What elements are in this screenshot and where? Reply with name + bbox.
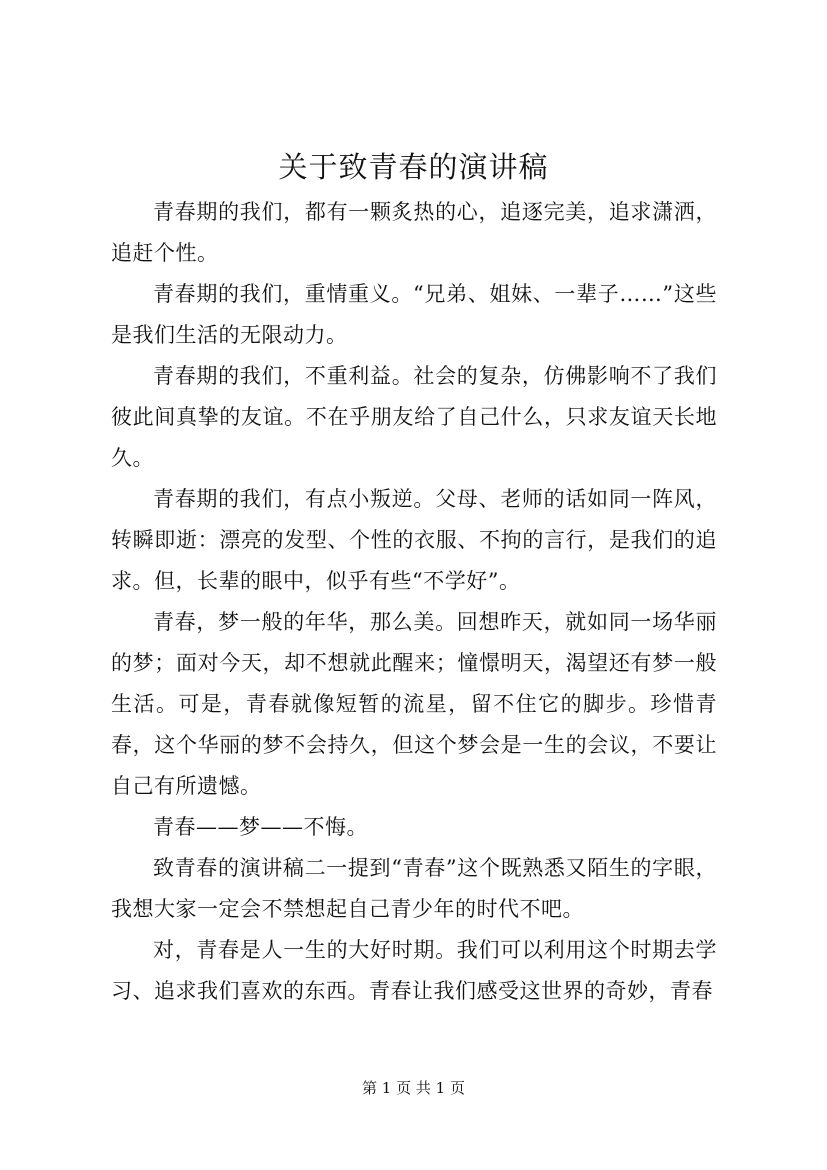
paragraph: 青春，梦一般的年华，那么美。回想昨天，就如同一场华丽的梦；面对今天，却不想就此醒来；憧憬明天，渴望还有梦一般生活。可是，青春就像短暂的流星，留不住它的脚步。珍惜青春，这个华丽的梦不会持久，但这个梦会是一生的会议，不要让自己有所遗憾。 xyxy=(111,610,717,798)
paragraph: 青春期的我们，重情重义。“兄弟、姐妹、一辈子……”这些是我们生活的无限动力。 xyxy=(111,282,717,347)
document-title: 关于致青春的演讲稿 xyxy=(278,150,549,184)
paragraph: 青春期的我们，不重利益。社会的复杂，仿佛影响不了我们彼此间真挚的友谊。不在乎朋友给了自己什么，只求友谊天长地久。 xyxy=(111,364,717,470)
paragraph: 致青春的演讲稿二一提到“青春”这个既熟悉又陌生的字眼，我想大家一定会不禁想起自己青少年的时代不吧。 xyxy=(111,856,717,921)
document-body xyxy=(111,192,717,1012)
paragraph: 青春期的我们，有点小叛逆。父母、老师的话如同一阵风，转瞬即逝：漂亮的发型、个性的衣服、不拘的言行，是我们的追求。但，长辈的眼中，似乎有些“不学好”。 xyxy=(111,487,717,593)
paragraph: 青春期的我们，都有一颗炙热的心，追逐完美，追求潇洒，追赶个性。 xyxy=(111,200,717,265)
paragraph: 青春——梦——不悔。 xyxy=(153,815,368,839)
page-footer: 第 1 页 共 1 页 xyxy=(362,1079,465,1097)
paragraph: 对，青春是人一生的大好时期。我们可以利用这个时期去学习、追求我们喜欢的东西。青春让我们感受这世界的奇妙，青春 xyxy=(111,938,717,1003)
